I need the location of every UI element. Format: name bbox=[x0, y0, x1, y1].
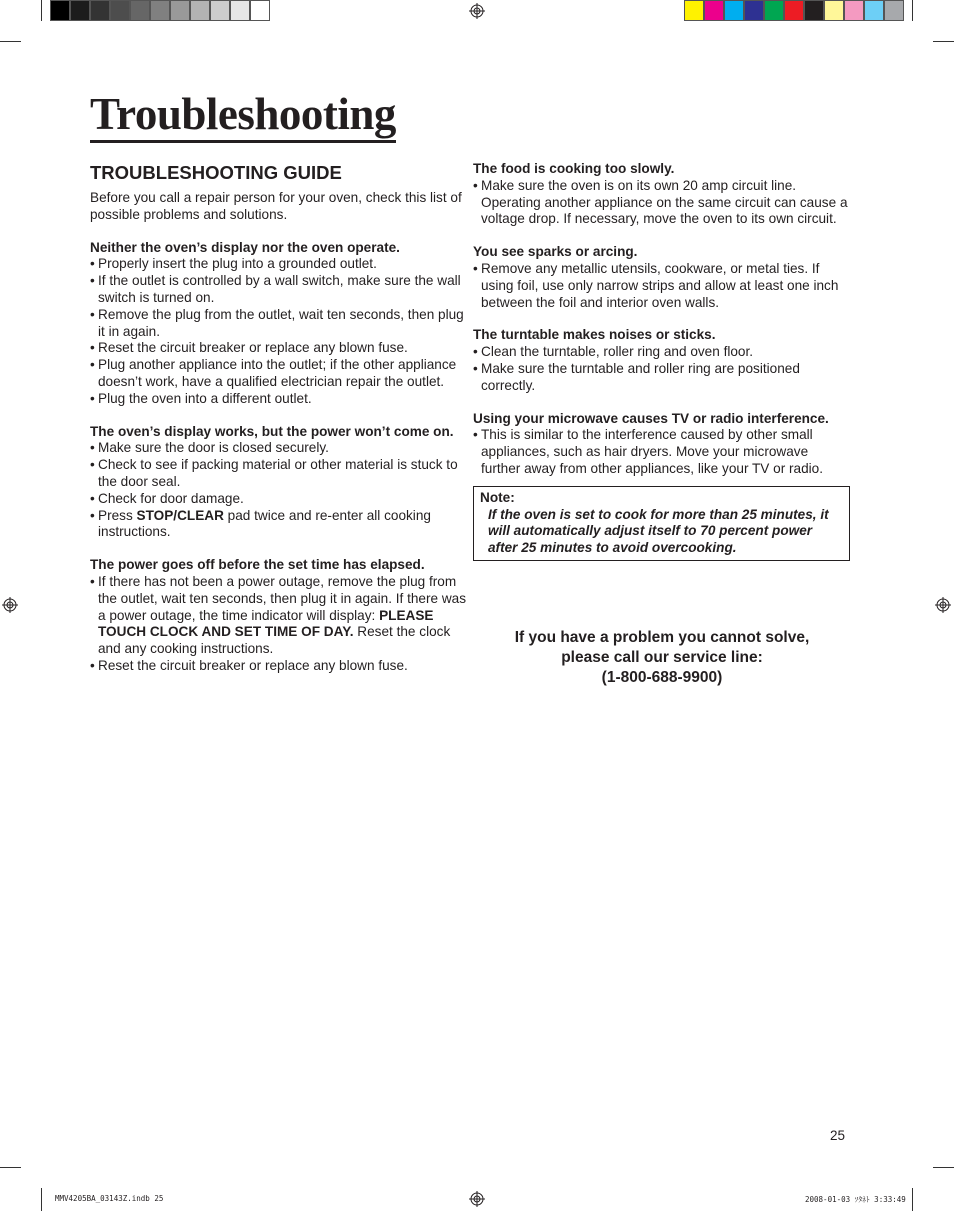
list-item-text: Remove the plug from the outlet, wait ten seconds, then plug it in again. bbox=[98, 306, 464, 339]
bullet: • bbox=[473, 260, 478, 276]
service-line-1: If you have a problem you cannot solve, bbox=[514, 629, 810, 646]
section-cooking-slowly bbox=[473, 161, 851, 228]
bullet: • bbox=[90, 273, 95, 289]
bullet: • bbox=[90, 390, 95, 406]
crop-mark bbox=[933, 41, 954, 42]
solution-list bbox=[473, 178, 851, 228]
list-item-text: Plug another appliance into the outlet; if the other appliance doesn’t work, have a qualified electrician repair the outlet. bbox=[98, 357, 457, 389]
bullet: • bbox=[473, 177, 478, 193]
list-item bbox=[90, 457, 468, 491]
gray-swatch bbox=[210, 0, 230, 21]
list-item bbox=[90, 357, 468, 391]
list-item-text: Properly insert the plug into a grounded outlet. bbox=[98, 256, 377, 272]
solution-list bbox=[473, 261, 851, 311]
registration-mark-icon bbox=[2, 597, 18, 613]
bullet: • bbox=[90, 457, 95, 473]
bullet: • bbox=[90, 490, 95, 506]
color-swatch bbox=[804, 0, 824, 21]
color-swatch bbox=[744, 0, 764, 21]
crop-mark bbox=[933, 1167, 954, 1168]
color-swatch bbox=[764, 0, 784, 21]
crop-mark bbox=[0, 1167, 21, 1168]
list-item bbox=[90, 574, 468, 658]
section-title: The power goes off before the set time has elapsed. bbox=[90, 557, 425, 573]
bullet: • bbox=[90, 256, 95, 272]
color-swatch bbox=[884, 0, 904, 21]
gray-swatch bbox=[130, 0, 150, 21]
bullet: • bbox=[90, 507, 95, 523]
list-item-suffix: pad twice and re-enter all cooking instructions. bbox=[98, 507, 431, 540]
solution-list bbox=[90, 574, 468, 675]
gray-swatch bbox=[190, 0, 210, 21]
gray-swatch bbox=[90, 0, 110, 21]
list-item bbox=[90, 508, 468, 542]
list-item bbox=[473, 261, 851, 311]
list-item-text: If the outlet is controlled by a wall switch, make sure the wall switch is turned on. bbox=[98, 273, 461, 305]
list-item bbox=[473, 361, 851, 395]
section-title: Using your microwave causes TV or radio interference. bbox=[473, 410, 829, 426]
list-item-text: This is similar to the interference caused by other small appliances, such as hair dryers. Move your microwave further away from other appliances, like your TV or radio. bbox=[481, 427, 824, 476]
service-line-block bbox=[473, 628, 851, 688]
list-item-text: Make sure the oven is on its own 20 amp circuit line. Operating another appliance on the same circuit can cause a voltage drop. If necessary, move the oven to its own circuit. bbox=[481, 177, 848, 227]
list-item-text: Reset the circuit breaker or replace any blown fuse. bbox=[98, 657, 408, 673]
crop-mark bbox=[0, 41, 21, 42]
gray-swatch-bar bbox=[50, 0, 270, 21]
list-item bbox=[90, 391, 468, 408]
section-power-off bbox=[90, 557, 468, 675]
gray-swatch bbox=[170, 0, 190, 21]
right-column bbox=[473, 161, 851, 561]
color-swatch bbox=[704, 0, 724, 21]
list-item-text: Plug the oven into a different outlet. bbox=[98, 390, 312, 406]
page-number: 25 bbox=[830, 1128, 846, 1143]
note-text: If the oven is set to cook for more than 25 minutes, it will automatically adjust itself to 70 percent power after 25 minutes to avoid overcooking. bbox=[488, 506, 829, 556]
bullet: • bbox=[90, 440, 95, 456]
section-turntable bbox=[473, 327, 851, 394]
registration-mark-icon bbox=[469, 1191, 485, 1207]
crop-mark bbox=[41, 1188, 42, 1211]
stop-clear-key: STOP/CLEAR bbox=[136, 507, 224, 523]
section-title: Neither the oven’s display nor the oven operate. bbox=[90, 239, 400, 255]
list-item bbox=[90, 256, 468, 273]
color-swatch bbox=[864, 0, 884, 21]
section-sparks bbox=[473, 244, 851, 311]
gray-swatch bbox=[70, 0, 90, 21]
gray-swatch bbox=[110, 0, 130, 21]
section-no-power bbox=[90, 424, 468, 542]
section-no-display bbox=[90, 240, 468, 408]
list-item bbox=[473, 178, 851, 228]
solution-list bbox=[90, 256, 468, 407]
list-item-text: Make sure the door is closed securely. bbox=[98, 440, 329, 456]
list-item-text: Clean the turntable, roller ring and oven floor. bbox=[481, 344, 754, 360]
color-swatch bbox=[724, 0, 744, 21]
section-title: You see sparks or arcing. bbox=[473, 244, 638, 260]
gray-swatch bbox=[50, 0, 70, 21]
list-item bbox=[473, 427, 851, 477]
crop-mark bbox=[41, 0, 42, 21]
registration-mark-icon bbox=[935, 597, 951, 613]
guide-intro: Before you call a repair person for your oven, check this list of possible problems and solutions. bbox=[90, 190, 462, 222]
bullet: • bbox=[90, 306, 95, 322]
solution-list bbox=[90, 440, 468, 541]
page-title: Troubleshooting bbox=[90, 89, 396, 139]
footer-timestamp: 2008-01-03 ｿﾀﾈﾄ 3:33:49 bbox=[805, 1195, 906, 1204]
list-item-prefix: If there has not been a power outage, remove the plug from the outlet, wait ten seconds, then plug it in again. If there was a power outage, the time indicator will display: bbox=[98, 573, 467, 623]
list-item-text: Check for door damage. bbox=[98, 490, 244, 506]
note-label: Note: bbox=[480, 489, 515, 505]
bullet: • bbox=[473, 360, 478, 376]
list-item bbox=[90, 440, 468, 457]
color-swatch-bar bbox=[684, 0, 904, 21]
list-item-text: Reset the circuit breaker or replace any blown fuse. bbox=[98, 340, 408, 356]
bullet: • bbox=[90, 340, 95, 356]
list-item bbox=[90, 273, 468, 307]
note-box bbox=[473, 486, 850, 561]
section-interference bbox=[473, 411, 851, 478]
color-swatch bbox=[684, 0, 704, 21]
section-title: The oven’s display works, but the power won’t come on. bbox=[90, 423, 454, 439]
list-item bbox=[90, 340, 468, 357]
solution-list bbox=[473, 427, 851, 477]
bullet: • bbox=[90, 357, 95, 373]
bullet: • bbox=[90, 573, 95, 589]
list-item-text: Make sure the turntable and roller ring are positioned correctly. bbox=[481, 360, 800, 393]
service-line-2: please call our service line: bbox=[561, 649, 763, 666]
gray-swatch bbox=[150, 0, 170, 21]
list-item-text: Check to see if packing material or other material is stuck to the door seal. bbox=[98, 457, 458, 489]
registration-mark-icon bbox=[469, 3, 485, 19]
guide-heading: TROUBLESHOOTING GUIDE bbox=[90, 162, 342, 183]
list-item-suffix: Reset the clock and any cooking instructions. bbox=[98, 624, 451, 657]
display-message: PLEASE TOUCH CLOCK AND SET TIME OF DAY. bbox=[98, 607, 434, 640]
service-phone: (1-800-688-9900) bbox=[601, 669, 723, 686]
crop-mark bbox=[912, 1188, 913, 1211]
crop-mark bbox=[912, 0, 913, 21]
bullet: • bbox=[90, 657, 95, 673]
color-swatch bbox=[844, 0, 864, 21]
list-item-prefix: Press bbox=[98, 507, 137, 523]
section-title: The turntable makes noises or sticks. bbox=[473, 327, 716, 343]
list-item bbox=[90, 491, 468, 508]
list-item bbox=[473, 344, 851, 361]
color-swatch bbox=[824, 0, 844, 21]
list-item bbox=[90, 658, 468, 675]
gray-swatch bbox=[250, 0, 270, 21]
gray-swatch bbox=[230, 0, 250, 21]
solution-list bbox=[473, 344, 851, 394]
left-column bbox=[90, 162, 468, 691]
bullet: • bbox=[473, 344, 478, 360]
footer-file: MMV4205BA_03143Z.indb 25 bbox=[55, 1194, 164, 1203]
color-swatch bbox=[784, 0, 804, 21]
list-item bbox=[90, 307, 468, 341]
list-item-text: Remove any metallic utensils, cookware, or metal ties. If using foil, use only narrow strips and allow at least one inch between the foil and interior oven walls. bbox=[481, 260, 839, 310]
title-underline bbox=[90, 140, 396, 143]
bullet: • bbox=[473, 427, 478, 443]
section-title: The food is cooking too slowly. bbox=[473, 161, 675, 176]
